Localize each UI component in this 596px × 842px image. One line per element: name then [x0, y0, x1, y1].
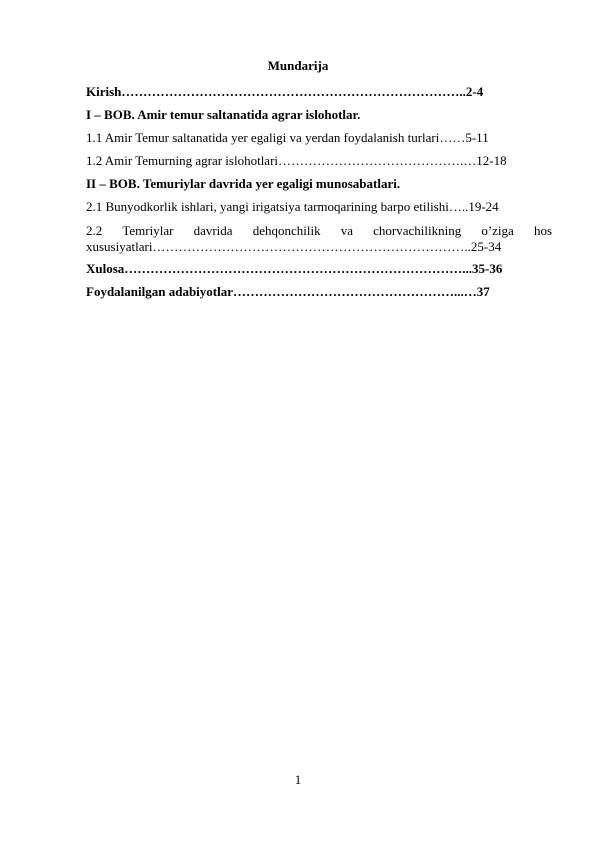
toc-word: Temriylar — [122, 223, 174, 238]
toc-word: 2.2 — [86, 223, 103, 238]
toc-entry-1-1: 1.1 Amir Temur saltanatida yer egaligi va yerdan foydalanish turlari……5-11 — [86, 130, 489, 145]
toc-word: dehqonchilik — [252, 223, 321, 238]
toc-entry-adabiyotlar: Foydalanilgan adabiyotlar……………………………………………...…37 — [86, 284, 490, 299]
toc-word: davrida — [193, 223, 233, 238]
toc-entry-2-2-line2: xususiyatlari………………………………………………………………..25-34 — [86, 239, 502, 254]
toc-word: chorvachilikning — [373, 223, 462, 238]
toc-entry-1-2: 1.2 Amir Temurning agrar islohotlari…………………………………….…12-18 — [86, 153, 507, 168]
toc-word: hos — [533, 223, 552, 238]
table-of-contents — [86, 84, 552, 307]
toc-chapter-1: I – BOB. Amir temur saltanatida agrar islohotlar. — [86, 107, 361, 122]
toc-word: va — [340, 223, 353, 238]
page-title: Mundarija — [267, 58, 329, 73]
page-number: 1 — [294, 772, 302, 787]
toc-entry-2-1: 2.1 Bunyodkorlik ishlari, yangi irigatsiya tarmoqarining barpo etilishi…..19-24 — [86, 199, 499, 214]
toc-entry-xulosa: Xulosa……………………………………………………………………...35-36 — [86, 261, 503, 276]
toc-word: o’ziga — [481, 223, 514, 238]
toc-entry-kirish: Kirish……………………………………………………………………..2-4 — [86, 84, 484, 99]
toc-entry-2-2-line1 — [86, 223, 552, 239]
toc-chapter-2: II – BOB. Temuriylar davrida yer egaligi munosabatlari. — [86, 176, 401, 191]
